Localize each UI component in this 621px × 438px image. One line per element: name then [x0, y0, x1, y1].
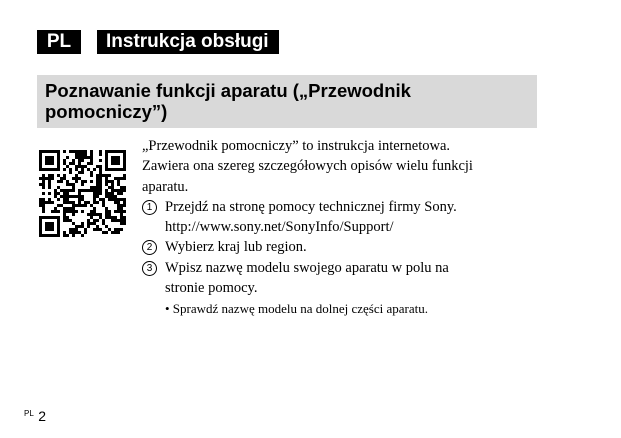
- note-text: • Sprawdź nazwę modelu na dolnej części aparatu.: [165, 301, 428, 317]
- intro-line: aparatu.: [142, 178, 189, 195]
- step-text: Wpisz nazwę modelu swojego aparatu w polu na: [165, 259, 449, 276]
- document-title: Instrukcja obsługi: [97, 30, 279, 54]
- page-footer: [24, 408, 46, 426]
- step-item: [142, 197, 542, 238]
- step-number: 1: [142, 200, 157, 215]
- language-badge: PL: [37, 30, 81, 54]
- step-text: stronie pomocy.: [165, 280, 258, 297]
- step-text: Przejdź na stronę pomocy technicznej firmy Sony.: [165, 198, 457, 215]
- intro-line: „Przewodnik pomocniczy” to instrukcja internetowa.: [142, 138, 451, 154]
- footer-language: PL: [24, 409, 34, 418]
- section-header: [37, 75, 537, 128]
- step-number: 2: [142, 240, 157, 255]
- step-number: 3: [142, 261, 157, 276]
- intro-line: Zawiera ona szereg szczegółowych opisów wielu funkcji: [142, 158, 473, 175]
- step-item: [142, 258, 542, 299]
- section-heading: Poznawanie funkcji aparatu („Przewodnik pomocniczy”): [45, 80, 411, 122]
- qr-code-icon: [39, 150, 126, 237]
- step-item: [142, 237, 542, 257]
- support-url-link[interactable]: http://www.sony.net/SonyInfo/Support/: [165, 219, 394, 236]
- step-text: Wybierz kraj lub region.: [165, 239, 307, 256]
- body-text: [142, 136, 542, 319]
- page-number: 2: [38, 408, 47, 424]
